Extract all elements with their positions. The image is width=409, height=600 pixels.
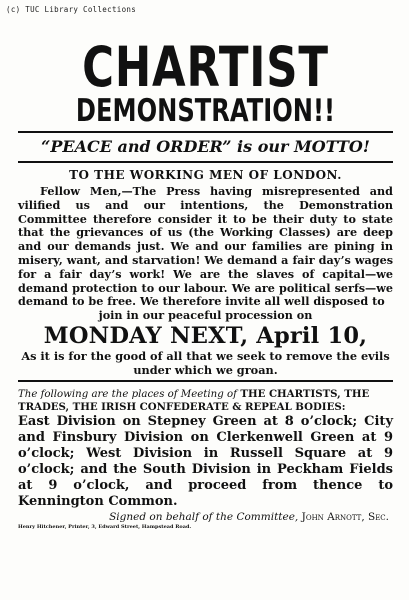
divider <box>18 380 393 382</box>
divider <box>18 131 393 133</box>
printer-imprint: Henry Hitchener, Printer, 3, Edward Street, Hampstead Road. <box>18 523 192 530</box>
chartist-poster <box>18 28 393 531</box>
signature-line <box>18 510 393 524</box>
signer-name: John Arnott, Sec. <box>301 510 389 523</box>
copyright-notice: (c) TUC Library Collections <box>6 5 137 14</box>
meeting-divisions: East Division on Stepney Green at 8 o’clock; City and Finsbury Division on Clerkenwell Green at 9 o’clock; West Division in Russell Square at 9 o’clock; and the South Division in Peckham Fields at 9 o’clock, and proceed from thence to Kennington Common. <box>18 413 393 509</box>
meeting-places-intro <box>18 388 393 414</box>
poster-title: CHARTIST <box>82 35 329 100</box>
places-intro-text: The following are the places of Meeting of <box>18 388 237 400</box>
poster-body <box>18 185 393 323</box>
divider <box>18 161 393 163</box>
procession-date: MONDAY NEXT, April 10, <box>43 322 368 349</box>
places-bodies-text: THE CHARTISTS, THE TRADES, THE IRISH CONFEDERATE & REPEAL BODIES: <box>18 387 370 413</box>
address-heading: TO THE WORKING MEN OF LONDON. <box>69 168 342 182</box>
poster-motto: “PEACE and ORDER” is our MOTTO! <box>41 137 370 156</box>
signed-text: Signed on behalf of the Committee, <box>109 510 299 523</box>
poster-subtitle: DEMONSTRATION!! <box>75 93 336 129</box>
purpose-statement: As it is for the good of all that we seek to remove the evils under which we groan. <box>21 348 390 377</box>
body-paragraph: Fellow Men,—The Press having misrepresented and vilified us and our intentions, the Demonstration Committee therefore consider it to be their duty to state that the grievances of us (the Working Classes) are deep and our demands just. We and our families are pining in misery, want, and starvation! We demand a fair day’s wages for a fair day’s work! We are the slaves of capital—we demand protection to our labour. We are political serfs—we demand to be free. We therefore invite all well disposed to <box>18 184 393 309</box>
body-last-line: join in our peaceful procession on <box>98 308 313 323</box>
